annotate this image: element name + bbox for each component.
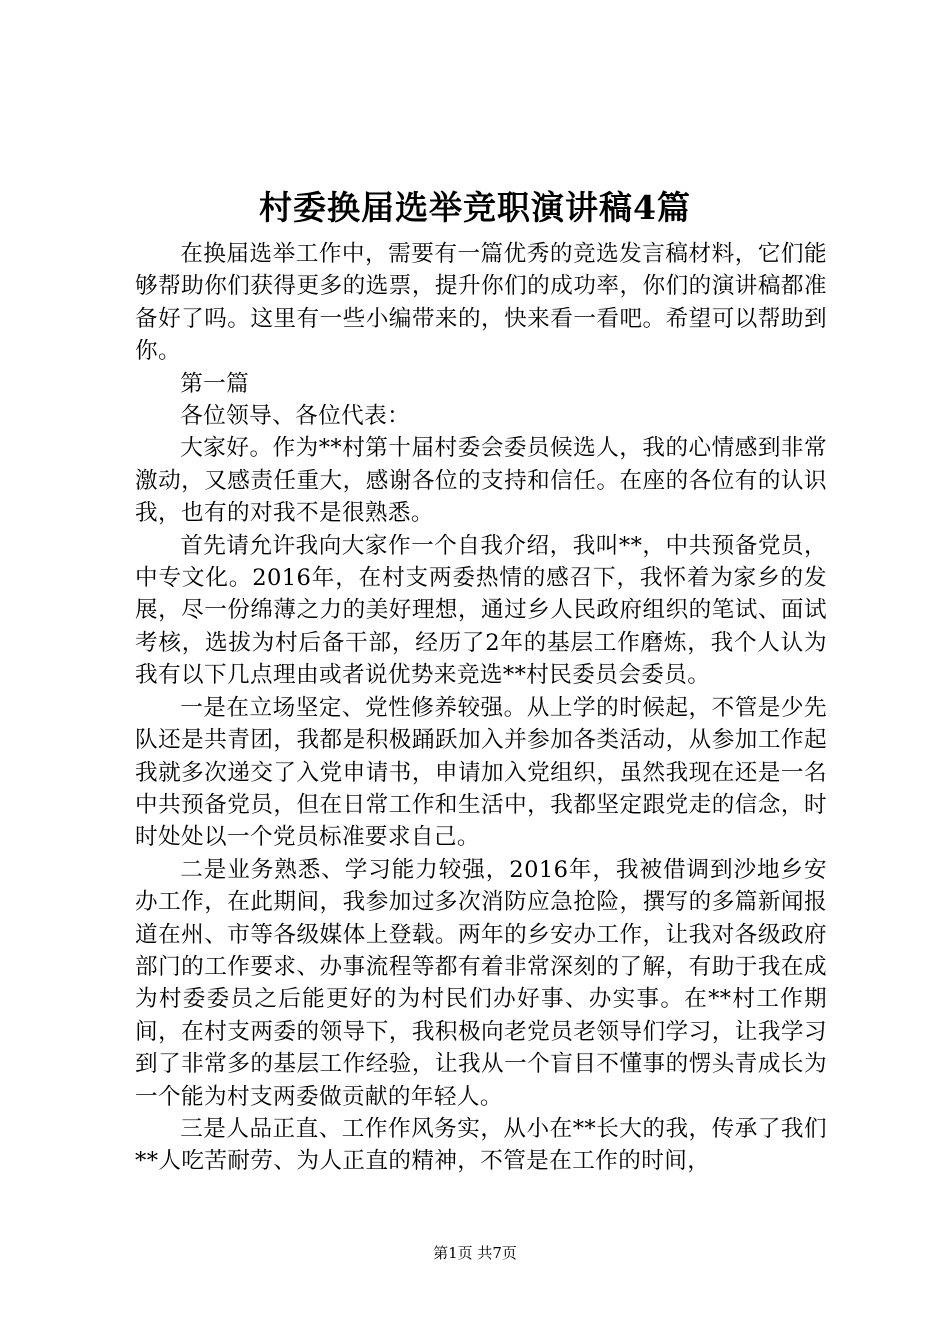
paragraph-self-intro: 首先请允许我向大家作一个自我介绍，我叫**，中共预备党员，中专文化。2016年，在村支两委热情的感召下，我怀着为家乡的发展，尽一份绵薄之力的美好理想，通过乡人民政府组织的笔试、面试考核，选拔为村后备干部，经历了2年的基层工作磨炼，我个人认为我有以下几点理由或者说优势来竞选**村民委员会委员。 — [135, 532, 827, 689]
paragraph-point-three: 三是人品正直、工作作风务实，从小在**长大的我，传承了我们**人吃苦耐劳、为人正直的精神，不管是在工作的时间， — [135, 1115, 827, 1175]
document-title: 村委换届选举竞职演讲稿4篇 — [259, 188, 691, 227]
paragraph-greeting: 大家好。作为**村第十届村委会委员候选人，我的心情感到非常激动，又感责任重大，感谢各位的支持和信任。在座的各位有的认识我，也有的对我不是很熟悉。 — [135, 435, 827, 527]
paragraph-intro: 在换届选举工作中，需要有一篇优秀的竞选发言稿材料，它们能够帮助你们获得更多的选票，提升你们的成功率，你们的演讲稿都准备好了吗。这里有一些小编带来的，快来看一看吧。希望可以帮助到你。 — [135, 241, 827, 365]
document-body — [135, 238, 827, 1178]
section-heading: 第一篇 — [180, 370, 250, 397]
salutation: 各位领导、各位代表： — [180, 403, 411, 430]
paragraph-point-one: 一是在立场坚定、党性修养较强。从上学的时候起，不管是少先队还是共青团，我都是积极踊跃加入并参加各类活动，从参加工作起我就多次递交了入党申请书，申请加入党组织，虽然我现在还是一名中共预备党员，但在日常工作和生活中，我都坚定跟党走的信念，时时处处以一个党员标准要求自己。 — [135, 694, 827, 851]
paragraph-point-two: 二是业务熟悉、学习能力较强，2016年，我被借调到沙地乡安办工作，在此期间，我参加过多次消防应急抢险，撰写的多篇新闻报道在州、市等各级媒体上登载。两年的乡安办工作，让我对各级政府部门的工作要求、办事流程等都有着非常深刻的了解，有助于我在成为村委委员之后能更好的为村民们办好事、办实事。在**村工作期间，在村支两委的领导下，我积极向老党员老领导们学习，让我学习到了非常多的基层工作经验，让我从一个盲目不懂事的愣头青成长为一个能为村支两委做贡献的年轻人。 — [135, 856, 827, 1110]
page-number-footer: 第1页 共7页 — [433, 1244, 517, 1262]
